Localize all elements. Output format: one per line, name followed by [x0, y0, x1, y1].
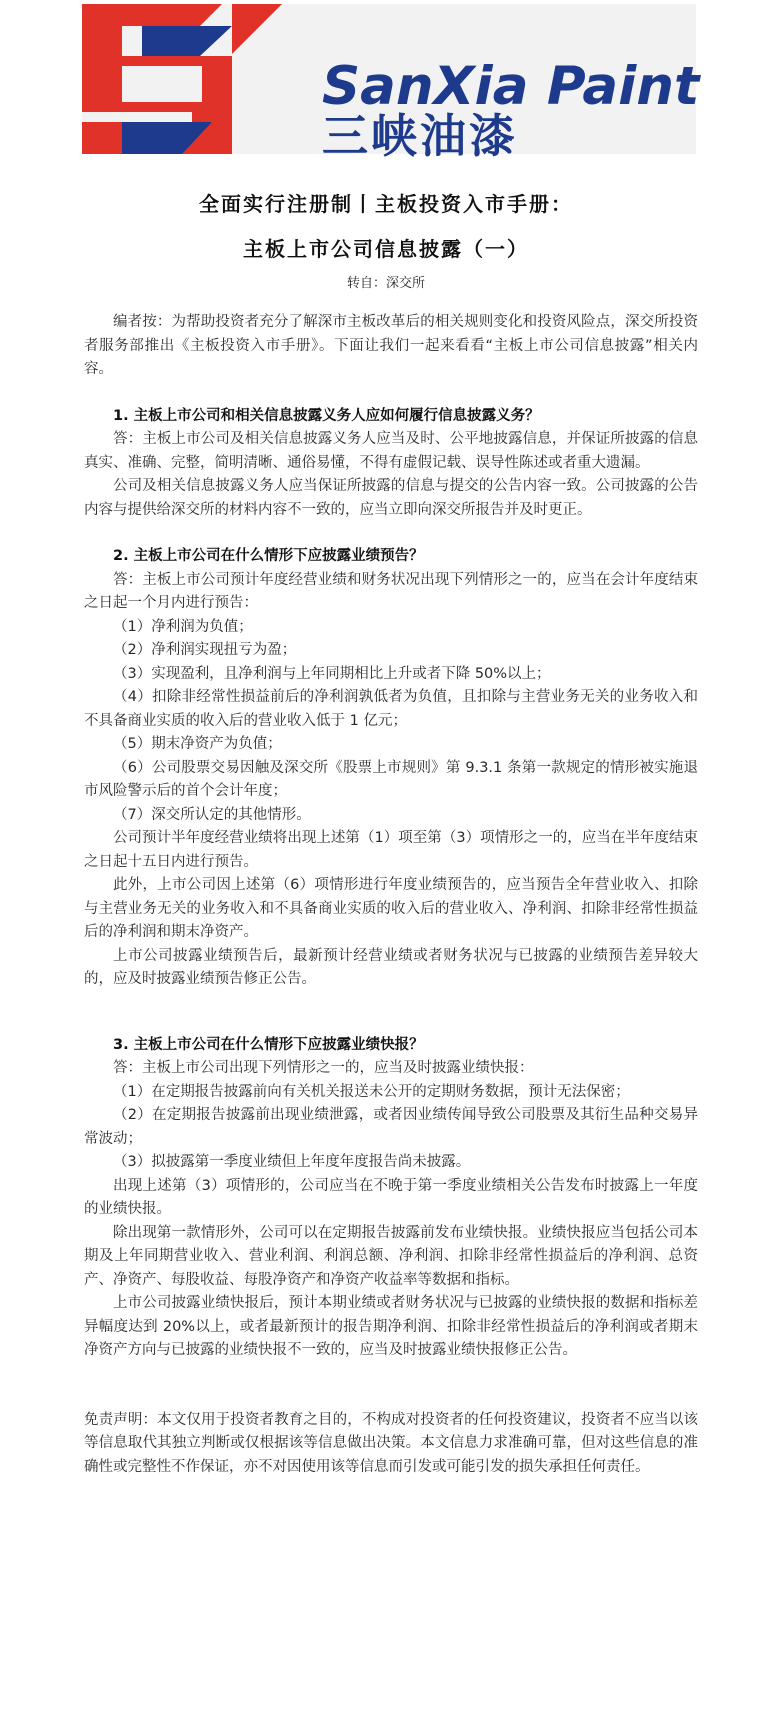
list-item: （6）公司股票交易因触及深交所《股票上市规则》第 9.3.1 条第一款规定的情形被实施退市风险警示后的首个会计年度； [84, 759, 698, 799]
paragraph: 上市公司披露业绩预告后，最新预计经营业绩或者财务状况与已披露的业绩预告差异较大的，应及时披露业绩预告修正公告。 [84, 947, 698, 987]
paragraph: 上市公司披露业绩快报后，预计本期业绩或者财务状况与已披露的业绩快报的数据和指标差异幅度达到 20%以上，或者最新预计的报告期净利润、扣除非经常性损益后的净利润或者期末净资产方向与已披露的业绩快报不一致的，应当及时披露业绩快报修正公告。 [84, 1295, 698, 1358]
article-title-line2: 主板上市公司信息披露（一） [243, 237, 529, 261]
list-item: （1）净利润为负值； [113, 618, 253, 635]
list-item: （3）拟披露第一季度业绩但上年度年度报告尚未披露。 [113, 1154, 471, 1170]
article-source: 转自：深交所 [346, 276, 425, 291]
list-item: （7）深交所认定的其他情形。 [113, 806, 311, 823]
list-item: （1）在定期报告披露前向有关机关报送未公开的定期财务数据，预计无法保密； [113, 1083, 630, 1100]
list-item: （2）净利润实现扭亏为盈； [113, 642, 297, 658]
section-heading: 2. 主板上市公司在什么情形下应披露业绩预告？ [113, 548, 424, 564]
disclaimer: 免责声明：本文仅用于投资者教育之目的，不构成对投资者的任何投资建议，投资者不应当以该等信息取代其独立判断或仅根据该等信息做出决策。本文信息力求准确可靠，但对这些信息的准确性或完整性不作保证，亦不对因使用该等信息而引发或可能引发的损失承担任何责任。 [84, 1411, 698, 1475]
paragraph: 出现上述第（3）项情形的，公司应当在不晚于第一季度业绩相关公告发布时披露上一年度的业绩快报。 [84, 1177, 698, 1217]
list-item: （3）实现盈利，且净利润与上年同期相比上升或者下降 50%以上； [113, 665, 551, 682]
logo-brand-en: SanXia Paint [322, 56, 700, 117]
spacer [84, 522, 698, 545]
paragraph: 答：主板上市公司预计年度经营业绩和财务状况出现下列情形之一的，应当在会计年度结束之日起一个月内进行预告： [84, 571, 698, 611]
paragraph: 此外，上市公司因上述第（6）项情形进行年度业绩预告的，应当预告全年营业收入、扣除与主营业务无关的业务收入和不具备商业实质的收入后的营业收入、净利润、扣除非经常性损益后的净利润和期末净资产。 [84, 877, 698, 940]
section-heading: 1. 主板上市公司和相关信息披露义务人应如何履行信息披露义务？ [113, 407, 540, 424]
spacer [84, 1363, 698, 1409]
sanxia-paint-logo [82, 4, 700, 163]
logo-brand-cn: 三峡油漆 [322, 109, 518, 163]
article-title-line1: 全面实行注册制丨主板投资入市手册： [199, 192, 573, 216]
section-heading: 3. 主板上市公司在什么情形下应披露业绩快报？ [113, 1036, 424, 1053]
paragraph: 除出现第一款情形外，公司可以在定期报告披露前发布业绩快报。业绩快报应当包括公司本期及上年同期营业收入、营业利润、利润总额、净利润、扣除非经常性损益后的净利润、总资产、净资产、每股收益、每股净资产和净资产收益率等数据和指标。 [84, 1224, 698, 1288]
list-item: （2）在定期报告披露前出现业绩泄露，或者因业绩传闻导致公司股票及其衍生品种交易异常波动； [84, 1107, 698, 1147]
paragraph: 答：主板上市公司出现下列情形之一的，应当及时披露业绩快报： [113, 1060, 534, 1076]
editor-note: 编者按：为帮助投资者充分了解深市主板改革后的相关规则变化和投资风险点，深交所投资者服务部推出《主板投资入市手册》。下面让我们一起来看看“主板上市公司信息披露”相关内容。 [84, 314, 698, 377]
article-body [84, 311, 698, 1479]
paragraph: 公司预计半年度经营业绩将出现上述第（1）项至第（3）项情形之一的，应当在半年度结束之日起十五日内进行预告。 [84, 830, 698, 870]
spacer [84, 992, 698, 1034]
list-item: （4）扣除非经常性损益前后的净利润孰低者为负值，且扣除与主营业务无关的业务收入和不具备商业实质的收入后的营业收入低于 1 亿元； [84, 689, 698, 729]
spacer [84, 382, 698, 405]
paragraph: 公司及相关信息披露义务人应当保证所披露的信息与提交的公告内容一致。公司披露的公告内容与提供给深交所的材料内容不一致的，应当立即向深交所报告并及时更正。 [84, 478, 698, 518]
list-item: （5）期末净资产为负值； [113, 736, 282, 752]
paragraph: 答：主板上市公司及相关信息披露义务人应当及时、公平地披露信息，并保证所披露的信息真实、准确、完整，简明清晰、通俗易懂，不得有虚假记载、误导性陈述或者重大遗漏。 [84, 431, 698, 471]
